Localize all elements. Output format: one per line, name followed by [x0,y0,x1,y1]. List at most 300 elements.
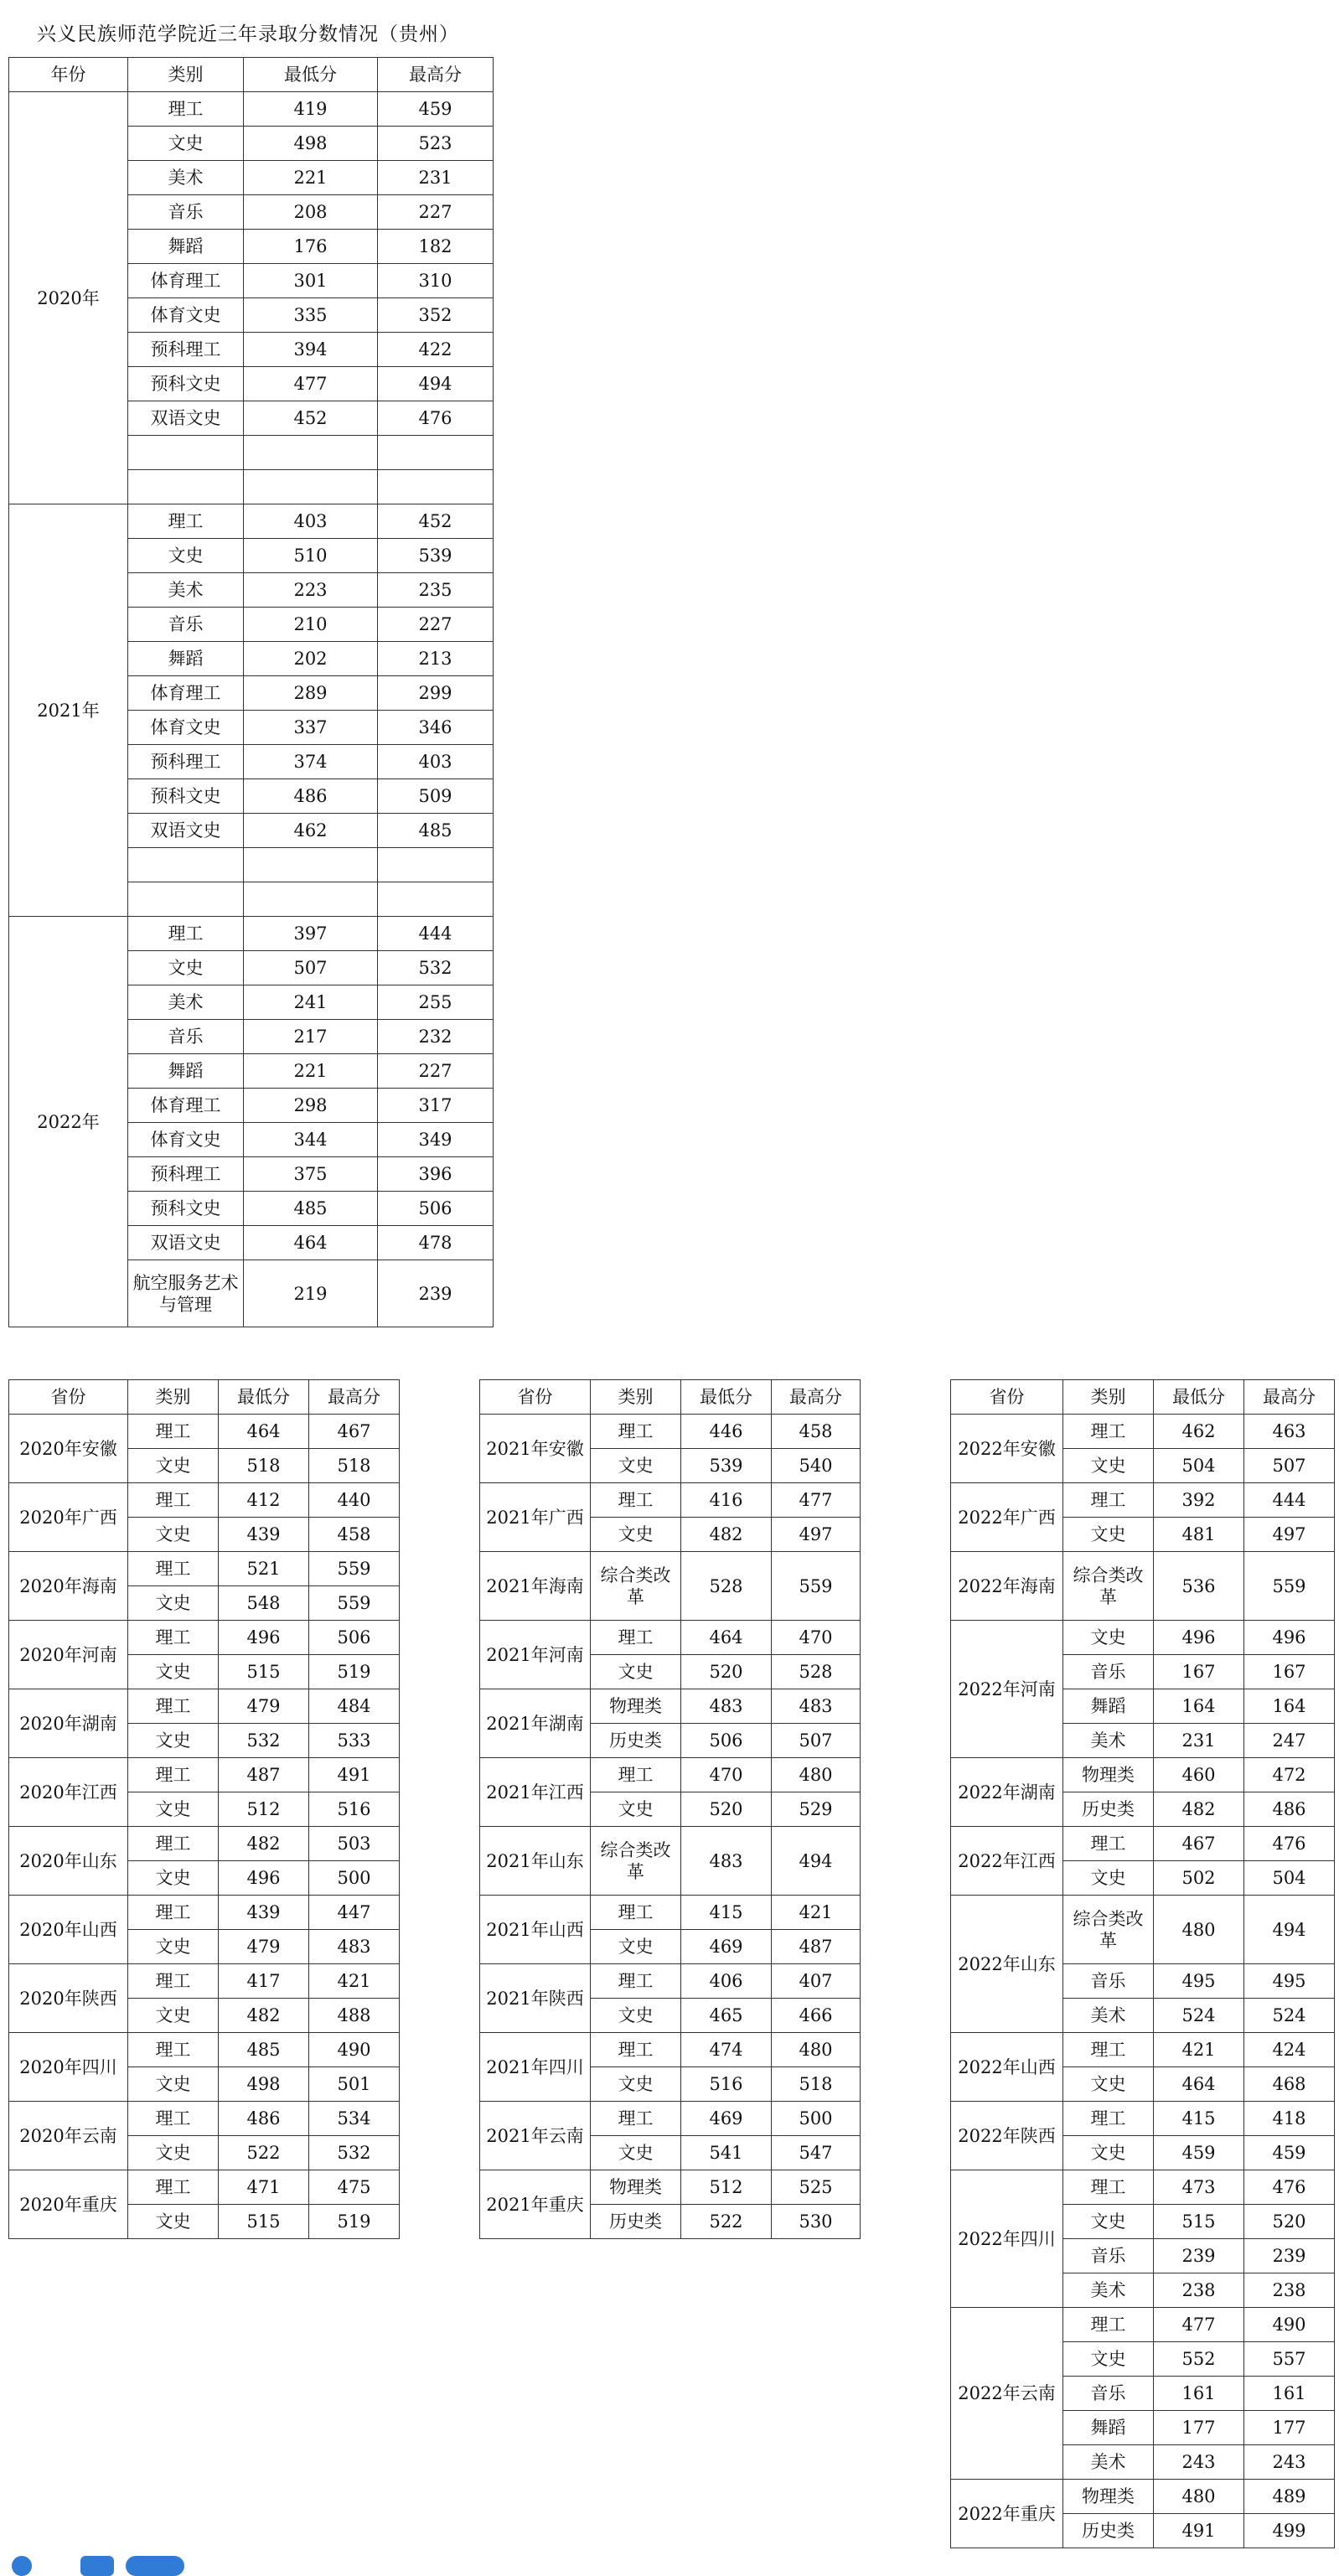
min-score-cell: 474 [681,2033,772,2067]
category-cell: 文史 [1063,2067,1154,2102]
min-score-cell: 239 [1154,2239,1244,2273]
category-cell: 文史 [128,2067,219,2102]
min-score-cell: 506 [681,1724,772,1758]
category-cell: 文史 [591,1999,681,2033]
category-cell: 文史 [128,1930,219,1964]
max-score-cell: 530 [772,2205,861,2239]
max-score-cell: 459 [1244,2136,1335,2170]
category-cell: 综合类改革 [1063,1552,1154,1621]
min-score-cell: 536 [1154,1552,1244,1621]
max-score-cell: 506 [309,1621,400,1655]
min-score-cell: 301 [244,264,378,298]
year-cell: 2022年 [9,917,128,1327]
max-score-cell: 516 [309,1792,400,1827]
category-cell: 舞蹈 [128,1054,244,1089]
category-cell: 文史 [128,1518,219,1552]
year-cell: 2020年 [9,92,128,504]
max-score-cell: 488 [309,1999,400,2033]
header-max-score: 最高分 [772,1380,861,1415]
category-cell: 舞蹈 [128,642,244,676]
province-cell: 2022年云南 [951,2308,1063,2480]
category-cell: 双语文史 [128,814,244,848]
min-score-cell: 482 [219,1999,309,2033]
province-cell: 2020年山西 [9,1896,128,1964]
min-score-cell: 462 [244,814,378,848]
max-score-cell: 227 [378,195,494,230]
header-category: 类别 [128,1380,219,1415]
category-cell: 理工 [128,2170,219,2205]
min-score-cell: 167 [1154,1655,1244,1689]
category-cell: 文史 [128,1449,219,1483]
category-cell: 体育理工 [128,676,244,711]
category-cell: 美术 [128,161,244,195]
max-score-cell: 494 [1244,1896,1335,1964]
max-score-cell: 475 [309,2170,400,2205]
table-row [9,917,494,951]
category-cell: 理工 [591,1415,681,1449]
max-score-cell: 504 [1244,1861,1335,1896]
min-score-cell: 483 [681,1827,772,1896]
max-score-cell: 490 [309,2033,400,2067]
min-score-cell [244,882,378,917]
province-cell: 2022年陕西 [951,2102,1063,2170]
max-score-cell: 424 [1244,2033,1335,2067]
min-score-cell: 217 [244,1020,378,1054]
province-cell: 2020年江西 [9,1758,128,1827]
min-score-cell: 528 [681,1552,772,1621]
category-cell: 舞蹈 [1063,1689,1154,1724]
category-cell: 体育文史 [128,298,244,333]
max-score-cell: 520 [1244,2205,1335,2239]
province-table-2022 [950,1379,1335,2548]
min-score-cell: 522 [681,2205,772,2239]
max-score-cell [378,436,494,470]
min-score-cell: 375 [244,1157,378,1192]
max-score-cell: 317 [378,1089,494,1123]
category-cell: 理工 [128,1689,219,1724]
max-score-cell: 491 [309,1758,400,1792]
max-score-cell: 547 [772,2136,861,2170]
category-cell: 美术 [1063,2273,1154,2308]
province-cell: 2020年广西 [9,1483,128,1552]
table-row [951,1621,1335,1655]
category-cell: 文史 [1063,1621,1154,1655]
table-row [480,1552,861,1621]
min-score-cell: 485 [219,2033,309,2067]
max-score-cell: 239 [1244,2239,1335,2273]
table-row [480,1827,861,1896]
table-row [951,1552,1335,1621]
max-score-cell: 483 [772,1689,861,1724]
min-score-cell: 483 [681,1689,772,1724]
table-row [951,2308,1335,2342]
category-cell: 舞蹈 [128,230,244,264]
min-score-cell [244,470,378,504]
min-score-cell: 415 [681,1896,772,1930]
table-row [480,1896,861,1930]
max-score-cell: 507 [772,1724,861,1758]
table-row [480,2170,861,2205]
province-cell: 2022年河南 [951,1621,1063,1758]
province-cell: 2021年山西 [480,1896,591,1964]
max-score-cell: 452 [378,504,494,539]
table-row [951,2480,1335,2514]
province-cell: 2022年四川 [951,2170,1063,2308]
category-cell: 文史 [128,539,244,573]
category-cell: 理工 [1063,1415,1154,1449]
max-score-cell: 497 [1244,1518,1335,1552]
min-score-cell: 210 [244,608,378,642]
max-score-cell: 352 [378,298,494,333]
table-row [9,1827,400,1861]
province-cell: 2021年云南 [480,2102,591,2170]
min-score-cell: 439 [219,1896,309,1930]
category-cell: 文史 [1063,2205,1154,2239]
table-header-row [9,58,494,92]
category-cell: 理工 [128,1964,219,1999]
max-score-cell: 396 [378,1157,494,1192]
category-cell: 预科理工 [128,745,244,779]
min-score-cell: 223 [244,573,378,608]
min-score-cell: 464 [219,1415,309,1449]
table-row [9,2102,400,2136]
category-cell: 理工 [1063,1483,1154,1518]
max-score-cell [378,848,494,882]
max-score-cell: 557 [1244,2342,1335,2377]
category-cell: 历史类 [1063,2514,1154,2548]
max-score-cell: 506 [378,1192,494,1226]
province-cell: 2020年湖南 [9,1689,128,1758]
category-cell: 美术 [128,985,244,1020]
max-score-cell: 243 [1244,2445,1335,2480]
table-row [9,1483,400,1518]
max-score-cell: 499 [1244,2514,1335,2548]
min-score-cell: 452 [244,401,378,436]
min-score-cell: 486 [244,779,378,814]
category-cell: 体育理工 [128,264,244,298]
category-cell: 物理类 [591,1689,681,1724]
min-score-cell: 495 [1154,1964,1244,1999]
min-score-cell: 221 [244,161,378,195]
max-score-cell: 177 [1244,2411,1335,2445]
max-score-cell: 519 [309,2205,400,2239]
category-cell: 美术 [1063,1999,1154,2033]
min-score-cell: 539 [681,1449,772,1483]
category-cell: 综合类改革 [1063,1896,1154,1964]
min-score-cell: 520 [681,1792,772,1827]
table-row [951,2102,1335,2136]
category-cell: 理工 [591,1964,681,1999]
category-cell [128,882,244,917]
max-score-cell: 421 [309,1964,400,1999]
header-max-score: 最高分 [378,58,494,92]
min-score-cell: 507 [244,951,378,985]
max-score-cell: 483 [309,1930,400,1964]
table-row [480,1964,861,1999]
min-score-cell: 412 [219,1483,309,1518]
category-cell: 文史 [1063,2136,1154,2170]
min-score-cell: 521 [219,1552,309,1586]
table-row [9,504,494,539]
document-title: 兴义民族师范学院近三年录取分数情况（贵州） [37,23,459,45]
max-score-cell: 532 [378,951,494,985]
max-score-cell: 490 [1244,2308,1335,2342]
table-row [9,2033,400,2067]
max-score-cell: 500 [309,1861,400,1896]
table-row [480,1689,861,1724]
max-score-cell: 239 [378,1260,494,1327]
min-score-cell: 394 [244,333,378,367]
max-score-cell: 467 [309,1415,400,1449]
category-cell: 理工 [128,1415,219,1449]
max-score-cell: 533 [309,1724,400,1758]
category-cell: 预科文史 [128,1192,244,1226]
max-score-cell: 559 [772,1552,861,1621]
category-cell: 文史 [128,1586,219,1621]
partial-icon [126,2556,184,2576]
min-score-cell: 486 [219,2102,309,2136]
max-score-cell: 529 [772,1792,861,1827]
category-cell: 理工 [591,1621,681,1655]
category-cell: 理工 [128,1758,219,1792]
category-cell: 文史 [591,2136,681,2170]
header-min-score: 最低分 [681,1380,772,1415]
min-score-cell: 289 [244,676,378,711]
max-score-cell: 503 [309,1827,400,1861]
table-row [9,1552,400,1586]
table-row [951,2033,1335,2067]
max-score-cell: 476 [1244,1827,1335,1861]
min-score-cell: 464 [244,1226,378,1260]
category-cell: 文史 [591,1792,681,1827]
province-cell: 2022年重庆 [951,2480,1063,2548]
category-cell: 理工 [128,504,244,539]
category-cell: 音乐 [1063,2239,1154,2273]
category-cell: 文史 [1063,1449,1154,1483]
min-score-cell: 344 [244,1123,378,1157]
min-score-cell: 221 [244,1054,378,1089]
province-cell: 2021年江西 [480,1758,591,1827]
category-cell: 体育文史 [128,1123,244,1157]
category-cell: 音乐 [128,608,244,642]
min-score-cell: 504 [1154,1449,1244,1483]
category-cell: 理工 [128,1483,219,1518]
max-score-cell: 494 [378,367,494,401]
province-cell: 2020年四川 [9,2033,128,2102]
header-min-score: 最低分 [244,58,378,92]
min-score-cell: 496 [1154,1621,1244,1655]
max-score-cell: 255 [378,985,494,1020]
category-cell: 文史 [1063,1861,1154,1896]
min-score-cell: 515 [219,1655,309,1689]
province-cell: 2022年山西 [951,2033,1063,2102]
category-cell: 历史类 [591,1724,681,1758]
category-cell: 理工 [128,1827,219,1861]
max-score-cell: 231 [378,161,494,195]
header-category: 类别 [1063,1380,1154,1415]
min-score-cell: 522 [219,2136,309,2170]
max-score-cell [378,470,494,504]
category-cell [128,436,244,470]
category-cell: 音乐 [128,1020,244,1054]
min-score-cell: 479 [219,1930,309,1964]
table-row [480,1483,861,1518]
category-cell: 理工 [128,1621,219,1655]
category-cell: 综合类改革 [591,1827,681,1896]
max-score-cell: 349 [378,1123,494,1157]
category-cell [128,470,244,504]
table-row [9,1964,400,1999]
max-score-cell: 167 [1244,1655,1335,1689]
max-score-cell: 497 [772,1518,861,1552]
table-row [9,1621,400,1655]
min-score-cell: 464 [1154,2067,1244,2102]
province-cell: 2021年海南 [480,1552,591,1621]
min-score-cell [244,436,378,470]
main-score-table [8,57,494,1327]
category-cell: 文史 [128,2205,219,2239]
category-cell: 文史 [128,1655,219,1689]
max-score-cell: 487 [772,1930,861,1964]
max-score-cell: 523 [378,127,494,161]
table-row [9,92,494,127]
min-score-cell: 482 [219,1827,309,1861]
max-score-cell: 466 [772,1999,861,2033]
min-score-cell: 416 [681,1483,772,1518]
min-score-cell [244,848,378,882]
max-score-cell: 472 [1244,1758,1335,1792]
category-cell: 预科理工 [128,333,244,367]
max-score-cell: 227 [378,608,494,642]
max-score-cell: 478 [378,1226,494,1260]
min-score-cell: 238 [1154,2273,1244,2308]
province-cell: 2022年安徽 [951,1415,1063,1483]
max-score-cell: 496 [1244,1621,1335,1655]
table-header-row [951,1380,1335,1415]
min-score-cell: 515 [219,2205,309,2239]
table-row [9,1758,400,1792]
max-score-cell: 247 [1244,1724,1335,1758]
table-row [480,2033,861,2067]
header-province: 省份 [951,1380,1063,1415]
min-score-cell: 471 [219,2170,309,2205]
min-score-cell: 462 [1154,1415,1244,1449]
max-score-cell: 476 [1244,2170,1335,2205]
max-score-cell: 470 [772,1621,861,1655]
max-score-cell: 182 [378,230,494,264]
max-score-cell: 213 [378,642,494,676]
table-row [951,2170,1335,2205]
category-cell: 理工 [591,1896,681,1930]
max-score-cell: 468 [1244,2067,1335,2102]
min-score-cell: 510 [244,539,378,573]
province-cell: 2021年陕西 [480,1964,591,2033]
min-score-cell: 161 [1154,2377,1244,2411]
category-cell: 物理类 [1063,1758,1154,1792]
max-score-cell: 540 [772,1449,861,1483]
min-score-cell: 469 [681,2102,772,2136]
max-score-cell: 495 [1244,1964,1335,1999]
max-score-cell: 480 [772,1758,861,1792]
max-score-cell: 476 [378,401,494,436]
min-score-cell: 464 [681,1621,772,1655]
category-cell [128,848,244,882]
category-cell: 预科文史 [128,779,244,814]
category-cell: 预科理工 [128,1157,244,1192]
category-cell: 文史 [1063,1518,1154,1552]
max-score-cell: 518 [772,2067,861,2102]
province-cell: 2021年重庆 [480,2170,591,2239]
max-score-cell: 507 [1244,1449,1335,1483]
max-score-cell: 346 [378,711,494,745]
category-cell: 美术 [128,573,244,608]
category-cell: 物理类 [1063,2480,1154,2514]
province-cell: 2021年山东 [480,1827,591,1896]
partial-icon [80,2556,114,2576]
min-score-cell: 469 [681,1930,772,1964]
province-cell: 2022年广西 [951,1483,1063,1552]
header-province: 省份 [9,1380,128,1415]
category-cell: 体育理工 [128,1089,244,1123]
max-score-cell: 164 [1244,1689,1335,1724]
province-cell: 2022年江西 [951,1827,1063,1896]
max-score-cell: 463 [1244,1415,1335,1449]
category-cell: 文史 [591,1930,681,1964]
max-score-cell: 310 [378,264,494,298]
table-row [951,1896,1335,1964]
max-score-cell: 501 [309,2067,400,2102]
category-cell: 体育文史 [128,711,244,745]
max-score-cell: 238 [1244,2273,1335,2308]
category-cell: 理工 [1063,2308,1154,2342]
category-cell: 文史 [128,1861,219,1896]
category-cell: 音乐 [1063,1655,1154,1689]
category-cell: 文史 [591,2067,681,2102]
table-header-row [9,1380,400,1415]
max-score-cell [378,882,494,917]
category-cell: 理工 [591,2033,681,2067]
max-score-cell: 403 [378,745,494,779]
max-score-cell: 422 [378,333,494,367]
header-category: 类别 [591,1380,681,1415]
min-score-cell: 470 [681,1758,772,1792]
category-cell: 文史 [128,1724,219,1758]
min-score-cell: 479 [219,1689,309,1724]
max-score-cell: 444 [1244,1483,1335,1518]
min-score-cell: 480 [1154,2480,1244,2514]
max-score-cell: 447 [309,1896,400,1930]
max-score-cell: 500 [772,2102,861,2136]
max-score-cell: 407 [772,1964,861,1999]
min-score-cell: 337 [244,711,378,745]
province-cell: 2020年河南 [9,1621,128,1689]
category-cell: 理工 [591,1758,681,1792]
min-score-cell: 524 [1154,1999,1244,2033]
category-cell: 预科文史 [128,367,244,401]
table-row [480,1621,861,1655]
min-score-cell: 467 [1154,1827,1244,1861]
table-row [480,1758,861,1792]
header-province: 省份 [480,1380,591,1415]
max-score-cell: 484 [309,1689,400,1724]
min-score-cell: 477 [244,367,378,401]
province-table-2021 [479,1379,861,2239]
max-score-cell: 227 [378,1054,494,1089]
min-score-cell: 532 [219,1724,309,1758]
min-score-cell: 482 [681,1518,772,1552]
min-score-cell: 541 [681,2136,772,2170]
min-score-cell: 552 [1154,2342,1244,2377]
